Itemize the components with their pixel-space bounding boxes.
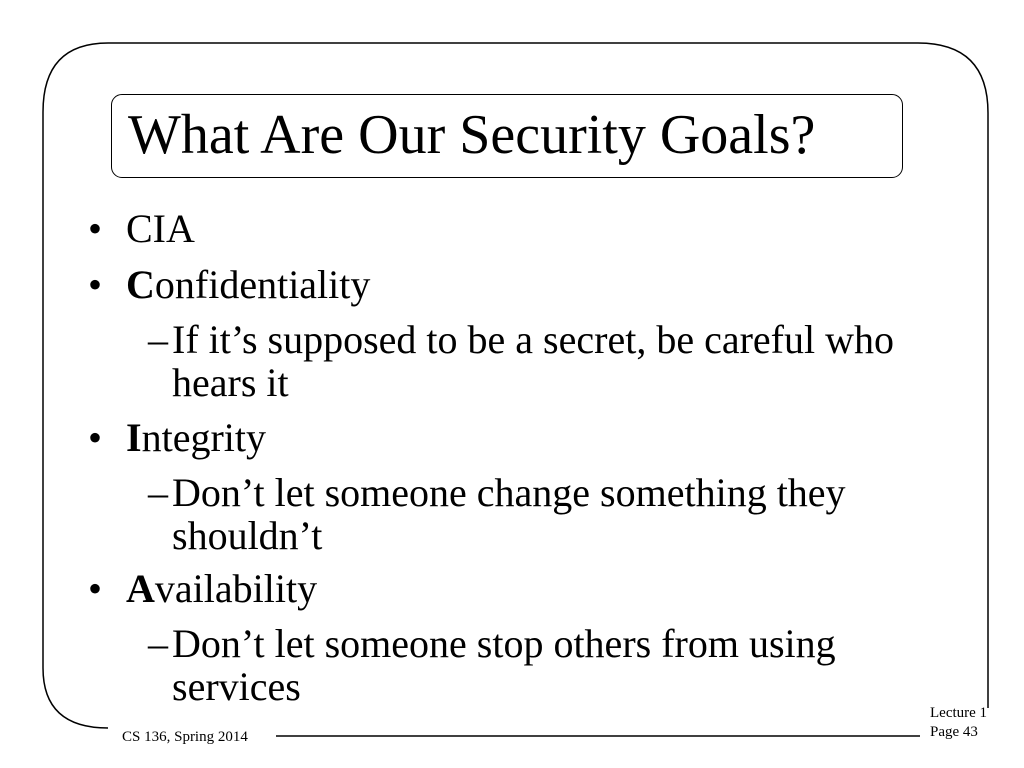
bullet-label: CIA (126, 206, 195, 251)
bullet-marker: • (88, 262, 103, 307)
sub-text: Don’t let someone stop others from using services (172, 621, 836, 709)
sub-marker: – (148, 621, 168, 666)
footer-lecture: Lecture 1 (930, 705, 988, 721)
bullet-marker: • (88, 566, 103, 611)
bullet-text (126, 415, 266, 461)
sub-marker: – (148, 317, 168, 362)
sub-marker: – (148, 470, 168, 515)
bullet-label: onfidentiality (154, 262, 371, 307)
footer-page: Page 43 (930, 724, 978, 740)
bullet-marker: • (88, 415, 103, 460)
bullet-text (126, 206, 195, 252)
bullet-emphasis-letter: A (126, 566, 155, 611)
bullet-text (126, 566, 317, 612)
bullet-emphasis-letter: I (126, 415, 142, 460)
bullet-text (126, 262, 370, 308)
bullet-emphasis-letter: C (126, 262, 155, 307)
bullet-marker: • (88, 206, 103, 251)
slide-title: What Are Our Security Goals? (128, 104, 816, 166)
bullet-label: ntegrity (141, 415, 266, 460)
footer-course: CS 136, Spring 2014 (122, 729, 248, 745)
sub-text: Don’t let someone change something they shouldn’t (172, 470, 846, 558)
footer-lecture-info (930, 704, 987, 742)
sub-text: If it’s supposed to be a secret, be careful who hears it (172, 317, 894, 405)
bullet-label: vailability (154, 566, 318, 611)
